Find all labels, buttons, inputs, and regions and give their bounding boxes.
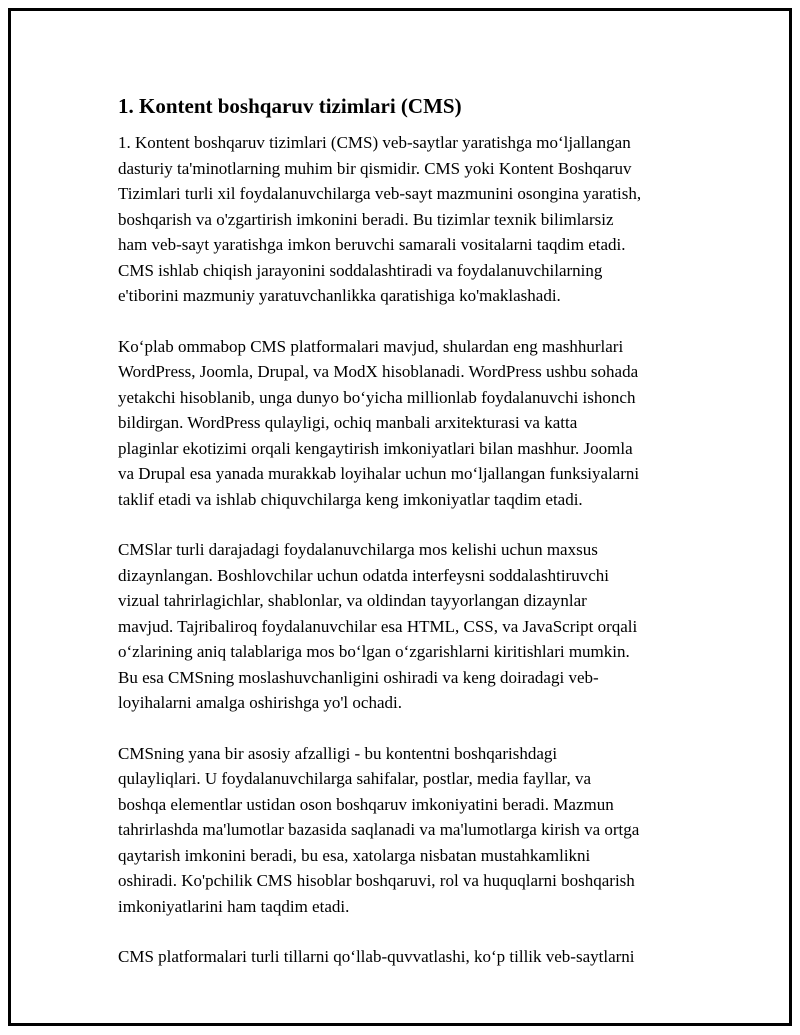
text-line: vizual tahrirlagichlar, shablonlar, va oldindan tayyorlangan dizaynlar [118,591,587,610]
text-line: qaytarish imkonini beradi, bu esa, xatolarga nisbatan mustahkamlikni [118,845,591,865]
text-line: boshqarish va o'zgartirish imkonini beradi. Bu tizimlar texnik bilimlarsiz [118,209,614,229]
text-line: CMSlar turli darajadagi foydalanuvchilarga mos kelishi uchun maxsus [118,540,598,559]
text-line: imkoniyatlarini ham taqdim etadi. [118,896,350,916]
text-line: 1. Kontent boshqaruv tizimlari (CMS) veb-saytlar yaratishga mo‘ljallangan [118,133,631,152]
text-line: bildirgan. WordPress qulayligi, ochiq manbali arxitekturasi va katta [118,413,578,432]
text-line: va Drupal esa yanada murakkab loyihalar uchun mo‘ljallangan funksiyalarni [118,464,640,483]
text-line: taklif etadi va ishlab chiquvchilarga keng imkoniyatlar taqdim etadi. [118,489,583,509]
text-line: dasturiy ta'minotlarning muhim bir qismidir. CMS yoki Kontent Boshqaruv [118,158,632,178]
paragraph [118,944,688,970]
text-line: Ko‘plab ommabop CMS platformalari mavjud, shulardan eng mashhurlari [118,336,624,356]
text-line: tahrirlashda ma'lumotlar bazasida saqlanadi va ma'lumotlarga kirish va ortga [118,820,640,839]
text-line: Bu esa CMSning moslashuvchanligini oshiradi va keng doiradagi veb- [118,667,599,687]
text-line: CMSning yana bir asosiy afzalligi - bu kontentni boshqarishdagi [118,743,558,763]
text-line: Tizimlari turli xil foydalanuvchilarga veb-sayt mazmunini osongina yaratish, [118,184,642,203]
document-heading: 1. Kontent boshqaruv tizimlari (CMS) [118,94,462,118]
paragraph [118,741,688,920]
text-line: loyihalarni amalga oshirishga yo'l ochadi. [118,693,402,712]
text-line: e'tiborini mazmuniy yaratuvchanlikka qaratishiga ko'maklashadi. [118,286,561,305]
text-line: plaginlar ekotizimi orqali kengaytirish imkoniyatlari bilan mashhur. Joomla [118,438,633,458]
text-line: WordPress, Joomla, Drupal, va ModX hisoblanadi. WordPress ushbu sohada [118,362,639,381]
text-line: o‘zlarining aniq talablariga mos bo‘lgan o‘zgarishlarni kiritishlari mumkin. [118,642,630,661]
text-line: oshiradi. Ko'pchilik CMS hisoblar boshqaruvi, rol va huquqlarni boshqarish [118,871,635,890]
text-line: mavjud. Tajribaliroq foydalanuvchilar esa HTML, CSS, va JavaScript orqali [118,616,638,636]
paragraph [118,130,688,309]
text-line: ham veb-sayt yaratishga imkon beruvchi samarali vositalarni taqdim etadi. [118,235,626,254]
text-line: CMS ishlab chiqish jarayonini soddalashtiradi va foydalanuvchilarning [118,260,603,280]
document-body [118,92,688,995]
text-line: yetakchi hisoblanib, unga dunyo bo‘yicha millionlab foydalanuvchi ishonch [118,387,636,407]
paragraph [118,537,688,716]
text-line: boshqa elementlar ustidan oson boshqaruv imkoniyatini beradi. Mazmun [118,794,614,814]
text-line: CMS platformalari turli tillarni qo‘llab-quvvatlashi, ko‘p tillik veb-saytlarni [118,947,635,966]
text-line: qulayliqlari. U foydalanuvchilarga sahifalar, postlar, media fayllar, va [118,769,591,788]
paragraph [118,334,688,513]
text-line: dizaynlangan. Boshlovchilar uchun odatda interfeysni soddalashtiruvchi [118,565,609,585]
